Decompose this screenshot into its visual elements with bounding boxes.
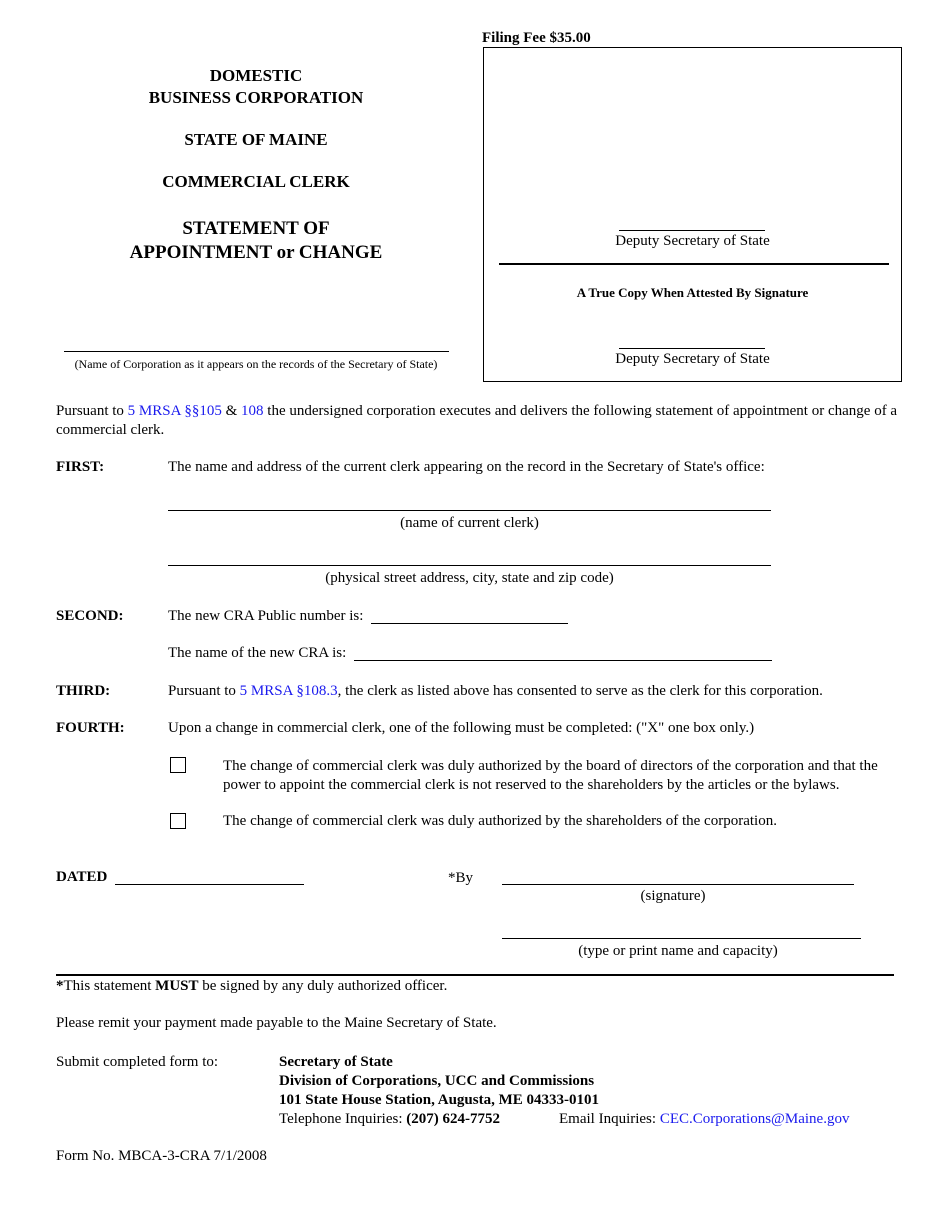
attestation-box bbox=[483, 47, 902, 382]
statement-title bbox=[56, 217, 456, 265]
current-clerk-address-line[interactable] bbox=[168, 565, 771, 566]
secretary-of-state: Secretary of State bbox=[279, 1054, 393, 1070]
cra-name-line[interactable] bbox=[354, 660, 772, 661]
fourth-label: FOURTH: bbox=[56, 720, 125, 736]
shareholders-authorized-checkbox[interactable] bbox=[170, 813, 186, 829]
true-copy-label: A True Copy When Attested By Signature bbox=[576, 285, 809, 300]
state-title: STATE OF MAINE bbox=[184, 130, 328, 149]
attestation-divider bbox=[499, 263, 889, 265]
third-prefix: Pursuant to bbox=[168, 683, 240, 699]
mrsa-105-link[interactable]: 5 MRSA §§105 bbox=[127, 403, 222, 419]
subject-title: COMMERCIAL CLERK bbox=[162, 172, 350, 191]
current-clerk-address-caption: (physical street address, city, state and zip code) bbox=[325, 570, 614, 586]
note-suffix: be signed by any duly authorized officer. bbox=[198, 978, 448, 994]
signature-line[interactable] bbox=[502, 884, 854, 885]
phone-number: (207) 624-7752 bbox=[406, 1111, 500, 1127]
footer-divider bbox=[56, 974, 894, 976]
third-suffix: , the clerk as listed above has consented to serve as the clerk for this corporation. bbox=[337, 683, 823, 699]
corporation-name-line[interactable] bbox=[64, 351, 449, 352]
date-line[interactable] bbox=[115, 884, 304, 885]
deputy-signature-line-2 bbox=[619, 348, 765, 349]
mailing-address: 101 State House Station, Augusta, ME 04333-0101 bbox=[279, 1092, 600, 1108]
phone-inquiries bbox=[279, 1111, 500, 1128]
printed-name-caption: (type or print name and capacity) bbox=[578, 943, 778, 959]
signing-note bbox=[56, 978, 447, 995]
deputy-label-2: Deputy Secretary of State bbox=[615, 351, 770, 367]
board-authorized-line1: The change of commercial clerk was duly authorized by the board of directors of the corporation and that the bbox=[223, 758, 878, 774]
note-star: * bbox=[56, 978, 64, 994]
filing-fee: Filing Fee $35.00 bbox=[482, 30, 591, 46]
by-label: *By bbox=[448, 870, 474, 886]
division-name: Division of Corporations, UCC and Commissions bbox=[279, 1073, 595, 1089]
current-clerk-name-line[interactable] bbox=[168, 510, 771, 511]
signature-caption: (signature) bbox=[640, 888, 706, 904]
dated-label: DATED bbox=[56, 869, 108, 885]
second-label: SECOND: bbox=[56, 608, 124, 624]
statement-title-line2: APPOINTMENT or CHANGE bbox=[129, 242, 383, 263]
form-number: Form No. MBCA-3-CRA 7/1/2008 bbox=[56, 1148, 267, 1164]
title-line-business-corporation: BUSINESS CORPORATION bbox=[148, 88, 364, 107]
cra-number-text: The new CRA Public number is: bbox=[168, 608, 364, 624]
shareholders-authorized-text: The change of commercial clerk was duly authorized by the shareholders of the corporation. bbox=[223, 813, 777, 829]
mrsa-108-link[interactable]: 108 bbox=[241, 403, 264, 419]
deputy-signature-line-1 bbox=[619, 230, 765, 231]
note-must: MUST bbox=[155, 978, 199, 994]
cra-name-text: The name of the new CRA is: bbox=[168, 645, 347, 661]
fourth-text: Upon a change in commercial clerk, one of the following must be completed: ("X" one box only.) bbox=[168, 720, 755, 736]
email-inquiries bbox=[559, 1111, 849, 1128]
note-prefix: This statement bbox=[63, 978, 156, 994]
board-authorized-line2: power to appoint the commercial clerk is not reserved to the shareholders by the articles or the bylaws. bbox=[223, 777, 840, 793]
email-label: Email Inquiries: bbox=[559, 1111, 660, 1127]
mrsa-108-3-link[interactable]: 5 MRSA §108.3 bbox=[239, 683, 338, 699]
cra-number-line[interactable] bbox=[371, 623, 568, 624]
submit-label: Submit completed form to: bbox=[56, 1054, 219, 1070]
third-text bbox=[168, 683, 823, 700]
remit-note: Please remit your payment made payable to the Maine Secretary of State. bbox=[56, 1015, 497, 1031]
first-label: FIRST: bbox=[56, 459, 105, 475]
current-clerk-name-caption: (name of current clerk) bbox=[400, 515, 539, 531]
intro-paragraph bbox=[56, 402, 906, 440]
deputy-label-1: Deputy Secretary of State bbox=[615, 233, 770, 249]
first-text: The name and address of the current clerk appearing on the record in the Secretary of State's office: bbox=[168, 459, 765, 475]
form-title-domestic bbox=[56, 65, 456, 109]
title-line-domestic: DOMESTIC bbox=[209, 66, 303, 85]
statement-title-line1: STATEMENT OF bbox=[182, 218, 330, 239]
third-label: THIRD: bbox=[56, 683, 111, 699]
intro-suffix: the undersigned corporation executes and delivers the following statement of appointment or change of a commercial clerk. bbox=[56, 403, 898, 438]
intro-prefix: Pursuant to bbox=[56, 403, 128, 419]
email-link[interactable]: CEC.Corporations@Maine.gov bbox=[659, 1111, 850, 1127]
intro-ampersand: & bbox=[221, 403, 242, 419]
phone-label: Telephone Inquiries: bbox=[279, 1111, 407, 1127]
corporation-name-caption: (Name of Corporation as it appears on the records of the Secretary of State) bbox=[74, 357, 438, 371]
board-authorized-checkbox[interactable] bbox=[170, 757, 186, 773]
board-authorized-text bbox=[223, 757, 878, 795]
printed-name-line[interactable] bbox=[502, 938, 861, 939]
